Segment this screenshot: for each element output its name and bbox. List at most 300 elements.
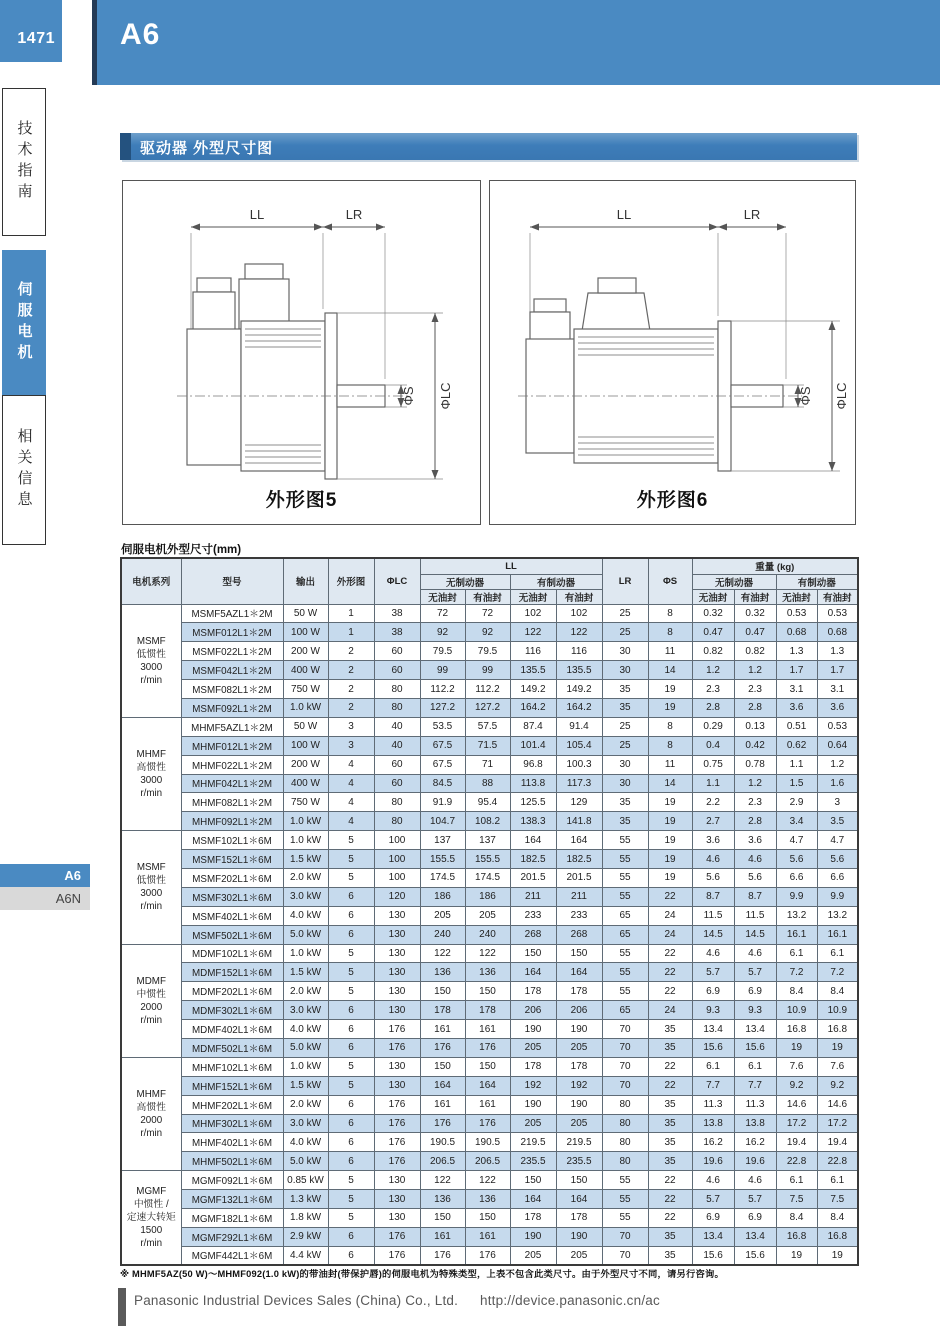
- value-cell: 102: [510, 604, 556, 623]
- value-cell: 60: [374, 774, 420, 793]
- value-cell: 13.4: [734, 1020, 776, 1039]
- value-cell: 104.7: [420, 812, 465, 831]
- value-cell: 2: [328, 661, 374, 680]
- value-cell: 1.5 kW: [283, 850, 328, 869]
- value-cell: 235.5: [556, 1152, 602, 1171]
- outline-drawing-5: [123, 181, 480, 481]
- value-cell: 150: [420, 1057, 465, 1076]
- value-cell: 0.53: [817, 717, 858, 736]
- value-cell: 6: [328, 1095, 374, 1114]
- value-cell: 40: [374, 736, 420, 755]
- value-cell: 161: [420, 1020, 465, 1039]
- value-cell: 19: [817, 1038, 858, 1057]
- value-cell: 1.1: [776, 755, 817, 774]
- value-cell: 6: [328, 906, 374, 925]
- value-cell: 2.0 kW: [283, 1095, 328, 1114]
- value-cell: 60: [374, 661, 420, 680]
- value-cell: 190: [556, 1020, 602, 1039]
- value-cell: 15.6: [734, 1246, 776, 1265]
- value-cell: 2.0 kW: [283, 982, 328, 1001]
- column-header: 型号: [181, 558, 283, 604]
- value-cell: 1.1: [692, 774, 734, 793]
- value-cell: 6: [328, 925, 374, 944]
- value-cell: 176: [465, 1038, 510, 1057]
- value-cell: 13.4: [692, 1020, 734, 1039]
- value-cell: 268: [510, 925, 556, 944]
- value-cell: 4.0 kW: [283, 1133, 328, 1152]
- value-cell: 122: [465, 944, 510, 963]
- drawing-panel-6: [489, 180, 856, 525]
- value-cell: 6: [328, 1246, 374, 1265]
- value-cell: 0.68: [817, 623, 858, 642]
- model-cell: MDMF502L1＊6M: [181, 1038, 283, 1057]
- model-cell: MHMF092L1＊2M: [181, 812, 283, 831]
- table-row: [121, 925, 858, 944]
- value-cell: 11.5: [734, 906, 776, 925]
- value-cell: 4.7: [776, 831, 817, 850]
- value-cell: 35: [602, 793, 648, 812]
- value-cell: 178: [556, 1209, 602, 1228]
- value-cell: 35: [648, 1246, 692, 1265]
- value-cell: 55: [602, 982, 648, 1001]
- table-row: [121, 755, 858, 774]
- model-cell: MSMF402L1＊6M: [181, 906, 283, 925]
- value-cell: 5.0 kW: [283, 1038, 328, 1057]
- value-cell: 8.4: [776, 982, 817, 1001]
- table-title: 伺服电机外型尺寸(mm): [121, 544, 242, 556]
- value-cell: 13.8: [734, 1114, 776, 1133]
- model-cell: MHMF082L1＊2M: [181, 793, 283, 812]
- value-cell: 100 W: [283, 623, 328, 642]
- value-cell: 13.4: [692, 1227, 734, 1246]
- value-cell: 4.6: [692, 1171, 734, 1190]
- table-row: [121, 1095, 858, 1114]
- value-cell: 9.9: [817, 887, 858, 906]
- value-cell: 164: [556, 831, 602, 850]
- value-cell: 55: [602, 1190, 648, 1209]
- value-cell: 130: [374, 1001, 420, 1020]
- value-cell: 136: [420, 963, 465, 982]
- value-cell: 65: [602, 906, 648, 925]
- value-cell: 19.6: [692, 1152, 734, 1171]
- value-cell: 22: [648, 887, 692, 906]
- value-cell: 136: [465, 963, 510, 982]
- value-cell: 176: [374, 1114, 420, 1133]
- value-cell: 99: [420, 661, 465, 680]
- value-cell: 190: [510, 1020, 556, 1039]
- sidebar-tab-related-info[interactable]: 相关信息: [2, 395, 46, 545]
- value-cell: 1.2: [817, 755, 858, 774]
- value-cell: 6.6: [776, 868, 817, 887]
- value-cell: 186: [465, 887, 510, 906]
- value-cell: 55: [602, 963, 648, 982]
- value-cell: 19: [648, 793, 692, 812]
- value-cell: 6: [328, 1114, 374, 1133]
- model-cell: MSMF042L1＊2M: [181, 661, 283, 680]
- footer-accent-bar: [118, 1288, 126, 1326]
- value-cell: 206: [556, 1001, 602, 1020]
- value-cell: 6.9: [734, 1209, 776, 1228]
- model-cell: MSMF082L1＊2M: [181, 680, 283, 699]
- value-cell: 205: [556, 1114, 602, 1133]
- value-cell: 7.7: [734, 1076, 776, 1095]
- value-cell: 35: [602, 698, 648, 717]
- value-cell: 3.0 kW: [283, 1114, 328, 1133]
- value-cell: 14.6: [776, 1095, 817, 1114]
- value-cell: 8.4: [776, 1209, 817, 1228]
- value-cell: 200 W: [283, 642, 328, 661]
- sidebar-tab-servo-motor[interactable]: 伺服电机: [2, 250, 46, 395]
- value-cell: 19: [648, 698, 692, 717]
- model-cell: MDMF152L1＊6M: [181, 963, 283, 982]
- column-subheader: 有油封: [817, 589, 858, 604]
- value-cell: 205: [510, 1038, 556, 1057]
- value-cell: 5.0 kW: [283, 925, 328, 944]
- value-cell: 19: [648, 680, 692, 699]
- value-cell: 6.1: [692, 1057, 734, 1076]
- table-row: [121, 1152, 858, 1171]
- value-cell: 137: [420, 831, 465, 850]
- value-cell: 80: [374, 812, 420, 831]
- value-cell: 13.2: [817, 906, 858, 925]
- value-cell: 6: [328, 1020, 374, 1039]
- table-row: [121, 1171, 858, 1190]
- model-cell: MSMF012L1＊2M: [181, 623, 283, 642]
- value-cell: 176: [465, 1114, 510, 1133]
- value-cell: 53.5: [420, 717, 465, 736]
- value-cell: 38: [374, 604, 420, 623]
- model-cell: MGMF292L1＊6M: [181, 1227, 283, 1246]
- model-cell: MDMF402L1＊6M: [181, 1020, 283, 1039]
- value-cell: 6: [328, 1152, 374, 1171]
- series-banner-label: A6: [120, 18, 161, 51]
- value-cell: 190: [556, 1227, 602, 1246]
- value-cell: 2.3: [734, 680, 776, 699]
- value-cell: 80: [374, 793, 420, 812]
- value-cell: 161: [420, 1227, 465, 1246]
- value-cell: 3.6: [692, 831, 734, 850]
- table-row: [121, 1001, 858, 1020]
- value-cell: 1.2: [734, 661, 776, 680]
- value-cell: 11: [648, 642, 692, 661]
- column-header: 电机系列: [121, 558, 181, 604]
- value-cell: 79.5: [465, 642, 510, 661]
- value-cell: 95.4: [465, 793, 510, 812]
- value-cell: 176: [374, 1020, 420, 1039]
- value-cell: 8.7: [734, 887, 776, 906]
- table-row: [121, 1038, 858, 1057]
- value-cell: 5.6: [776, 850, 817, 869]
- value-cell: 102: [556, 604, 602, 623]
- value-cell: 6: [328, 1038, 374, 1057]
- value-cell: 130: [374, 925, 420, 944]
- value-cell: 67.5: [420, 736, 465, 755]
- value-cell: 2.3: [692, 680, 734, 699]
- value-cell: 7.5: [817, 1190, 858, 1209]
- value-cell: 176: [420, 1114, 465, 1133]
- table-row: [121, 1057, 858, 1076]
- value-cell: 5: [328, 982, 374, 1001]
- value-cell: 80: [602, 1114, 648, 1133]
- value-cell: 15.6: [692, 1038, 734, 1057]
- value-cell: 35: [648, 1227, 692, 1246]
- value-cell: 14.5: [692, 925, 734, 944]
- table-row: [121, 1076, 858, 1095]
- value-cell: 70: [602, 1038, 648, 1057]
- value-cell: 70: [602, 1227, 648, 1246]
- value-cell: 6.1: [817, 944, 858, 963]
- value-cell: 17.2: [776, 1114, 817, 1133]
- column-header: LR: [602, 558, 648, 604]
- value-cell: 19: [648, 831, 692, 850]
- value-cell: 25: [602, 736, 648, 755]
- value-cell: 186: [420, 887, 465, 906]
- connector-cap-icon: [534, 299, 566, 312]
- value-cell: 6: [328, 1133, 374, 1152]
- column-subheader: 有油封: [465, 589, 510, 604]
- value-cell: 5.7: [692, 963, 734, 982]
- value-cell: 2: [328, 698, 374, 717]
- value-cell: 10.9: [776, 1001, 817, 1020]
- value-cell: 130: [374, 1057, 420, 1076]
- table-row: [121, 868, 858, 887]
- value-cell: 22: [648, 1190, 692, 1209]
- value-cell: 190: [510, 1227, 556, 1246]
- value-cell: 150: [510, 944, 556, 963]
- value-cell: 0.32: [692, 604, 734, 623]
- value-cell: 19: [817, 1246, 858, 1265]
- value-cell: 192: [510, 1076, 556, 1095]
- value-cell: 130: [374, 1190, 420, 1209]
- value-cell: 4.0 kW: [283, 1020, 328, 1039]
- value-cell: 19: [648, 850, 692, 869]
- model-cell: MHMF042L1＊2M: [181, 774, 283, 793]
- value-cell: 150: [556, 944, 602, 963]
- column-subheader: 有油封: [556, 589, 602, 604]
- value-cell: 1.3 kW: [283, 1190, 328, 1209]
- value-cell: 125.5: [510, 793, 556, 812]
- value-cell: 8.4: [817, 982, 858, 1001]
- value-cell: 19: [648, 868, 692, 887]
- value-cell: 150: [510, 1171, 556, 1190]
- value-cell: 3.6: [776, 698, 817, 717]
- sidebar-tab-tech-guide[interactable]: 技术指南: [2, 88, 46, 236]
- column-subheader: 无油封: [510, 589, 556, 604]
- value-cell: 211: [510, 887, 556, 906]
- value-cell: 164: [510, 963, 556, 982]
- value-cell: 16.1: [817, 925, 858, 944]
- value-cell: 0.68: [776, 623, 817, 642]
- value-cell: 60: [374, 642, 420, 661]
- series-cell: MSMF 低惯性 3000 r/min: [121, 831, 181, 944]
- value-cell: 14: [648, 661, 692, 680]
- value-cell: 1.2: [692, 661, 734, 680]
- value-cell: 8: [648, 604, 692, 623]
- series-cell: MDMF 中惯性 2000 r/min: [121, 944, 181, 1057]
- value-cell: 200 W: [283, 755, 328, 774]
- value-cell: 164: [465, 1076, 510, 1095]
- value-cell: 3.1: [776, 680, 817, 699]
- page-tab-a6n[interactable]: A6N: [0, 887, 90, 910]
- value-cell: 130: [374, 982, 420, 1001]
- value-cell: 233: [556, 906, 602, 925]
- column-subheader: 有油封: [734, 589, 776, 604]
- value-cell: 0.47: [734, 623, 776, 642]
- value-cell: 176: [465, 1246, 510, 1265]
- value-cell: 5: [328, 1057, 374, 1076]
- value-cell: 9.3: [692, 1001, 734, 1020]
- value-cell: 127.2: [465, 698, 510, 717]
- value-cell: 240: [420, 925, 465, 944]
- value-cell: 7.6: [776, 1057, 817, 1076]
- value-cell: 0.13: [734, 717, 776, 736]
- value-cell: 161: [465, 1020, 510, 1039]
- value-cell: 50 W: [283, 717, 328, 736]
- value-cell: 55: [602, 1209, 648, 1228]
- value-cell: 8: [648, 736, 692, 755]
- value-cell: 10.9: [817, 1001, 858, 1020]
- value-cell: 176: [374, 1152, 420, 1171]
- section-header: [120, 133, 857, 160]
- value-cell: 101.4: [510, 736, 556, 755]
- value-cell: 137: [465, 831, 510, 850]
- model-cell: MSMF102L1＊6M: [181, 831, 283, 850]
- value-cell: 22: [648, 1076, 692, 1095]
- value-cell: 9.3: [734, 1001, 776, 1020]
- value-cell: 135.5: [556, 661, 602, 680]
- value-cell: 6.9: [734, 982, 776, 1001]
- value-cell: 72: [465, 604, 510, 623]
- value-cell: 14.5: [734, 925, 776, 944]
- value-cell: 4.0 kW: [283, 906, 328, 925]
- value-cell: 174.5: [420, 868, 465, 887]
- value-cell: 0.85 kW: [283, 1171, 328, 1190]
- value-cell: 4: [328, 774, 374, 793]
- value-cell: 750 W: [283, 680, 328, 699]
- value-cell: 87.4: [510, 717, 556, 736]
- value-cell: 122: [420, 1171, 465, 1190]
- value-cell: 155.5: [420, 850, 465, 869]
- value-cell: 16.8: [817, 1020, 858, 1039]
- column-header: 输出: [283, 558, 328, 604]
- model-cell: MHMF202L1＊6M: [181, 1095, 283, 1114]
- footer-url[interactable]: http://device.panasonic.cn/ac: [480, 1293, 660, 1308]
- dim-label-phi-lc: ΦLC: [438, 382, 453, 410]
- value-cell: 5: [328, 831, 374, 850]
- value-cell: 117.3: [556, 774, 602, 793]
- value-cell: 4.6: [734, 944, 776, 963]
- value-cell: 164: [556, 963, 602, 982]
- value-cell: 2.8: [734, 698, 776, 717]
- value-cell: 164.2: [556, 698, 602, 717]
- value-cell: 8: [648, 717, 692, 736]
- drawing-panel-5: [122, 180, 481, 525]
- value-cell: 5: [328, 944, 374, 963]
- connector-cap-icon: [245, 264, 283, 279]
- dim-label-lr: LR: [743, 207, 761, 222]
- footer-company: Panasonic Industrial Devices Sales (China) Co., Ltd.: [134, 1293, 459, 1308]
- value-cell: 3: [328, 736, 374, 755]
- outline-drawing-6: [490, 181, 855, 481]
- model-cell: MDMF202L1＊6M: [181, 982, 283, 1001]
- value-cell: 108.2: [465, 812, 510, 831]
- table-row: [121, 850, 858, 869]
- value-cell: 100: [374, 850, 420, 869]
- value-cell: 4.4 kW: [283, 1246, 328, 1265]
- value-cell: 178: [510, 1209, 556, 1228]
- value-cell: 6.9: [692, 1209, 734, 1228]
- value-cell: 1.7: [817, 661, 858, 680]
- value-cell: 211: [556, 887, 602, 906]
- value-cell: 130: [374, 1209, 420, 1228]
- value-cell: 22.8: [776, 1152, 817, 1171]
- value-cell: 5.0 kW: [283, 1152, 328, 1171]
- value-cell: 112.2: [420, 680, 465, 699]
- table-row: [121, 623, 858, 642]
- value-cell: 17.2: [817, 1114, 858, 1133]
- value-cell: 13.2: [776, 906, 817, 925]
- value-cell: 190: [556, 1095, 602, 1114]
- value-cell: 11.3: [734, 1095, 776, 1114]
- value-cell: 129: [556, 793, 602, 812]
- value-cell: 2.7: [692, 812, 734, 831]
- column-subheader: 无油封: [776, 589, 817, 604]
- value-cell: 205: [510, 1114, 556, 1133]
- value-cell: 138.3: [510, 812, 556, 831]
- table-row: [121, 661, 858, 680]
- value-cell: 14.6: [817, 1095, 858, 1114]
- table-row: [121, 698, 858, 717]
- model-cell: MHMF152L1＊6M: [181, 1076, 283, 1095]
- value-cell: 130: [374, 963, 420, 982]
- model-cell: MSMF5AZL1＊2M: [181, 604, 283, 623]
- value-cell: 4.7: [817, 831, 858, 850]
- value-cell: 19: [776, 1038, 817, 1057]
- model-cell: MGMF182L1＊6M: [181, 1209, 283, 1228]
- model-cell: MSMF302L1＊6M: [181, 887, 283, 906]
- value-cell: 4: [328, 755, 374, 774]
- value-cell: 6.1: [734, 1057, 776, 1076]
- value-cell: 122: [510, 623, 556, 642]
- model-cell: MHMF402L1＊6M: [181, 1133, 283, 1152]
- value-cell: 16.2: [734, 1133, 776, 1152]
- value-cell: 0.47: [692, 623, 734, 642]
- model-cell: MGMF132L1＊6M: [181, 1190, 283, 1209]
- table-row: [121, 1209, 858, 1228]
- value-cell: 30: [602, 774, 648, 793]
- page-tab-a6[interactable]: A6: [0, 864, 90, 887]
- value-cell: 3: [817, 793, 858, 812]
- value-cell: 1.5: [776, 774, 817, 793]
- table-row: [121, 812, 858, 831]
- connector-cap-icon: [598, 278, 636, 293]
- value-cell: 7.6: [817, 1057, 858, 1076]
- value-cell: 1.6: [817, 774, 858, 793]
- value-cell: 70: [602, 1020, 648, 1039]
- value-cell: 8.4: [817, 1209, 858, 1228]
- value-cell: 130: [374, 944, 420, 963]
- value-cell: 164.2: [510, 698, 556, 717]
- value-cell: 161: [465, 1227, 510, 1246]
- value-cell: 268: [556, 925, 602, 944]
- value-cell: 25: [602, 717, 648, 736]
- value-cell: 1.5 kW: [283, 963, 328, 982]
- value-cell: 150: [465, 1057, 510, 1076]
- value-cell: 91.9: [420, 793, 465, 812]
- model-cell: MGMF442L1＊6M: [181, 1246, 283, 1265]
- value-cell: 3.1: [817, 680, 858, 699]
- column-subheader: 有制动器: [776, 574, 858, 589]
